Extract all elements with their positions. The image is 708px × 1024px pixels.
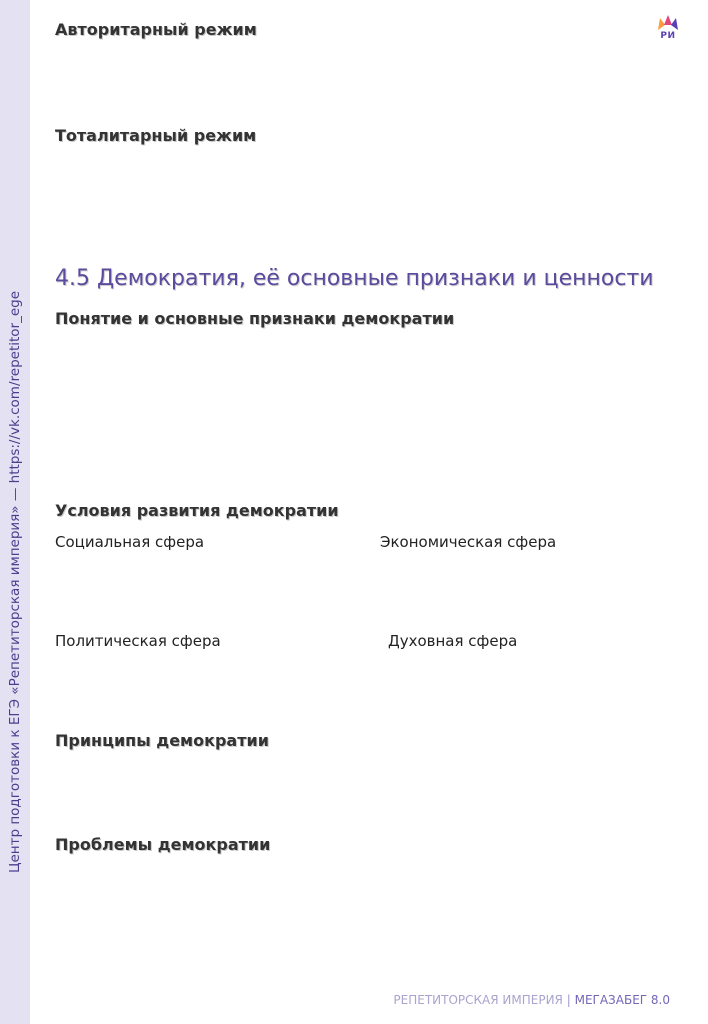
footer-brand: РЕПЕТИТОРСКАЯ ИМПЕРИЯ bbox=[393, 993, 563, 1007]
section-title: 4.5 Демократия, её основные признаки и ценности bbox=[55, 266, 654, 291]
footer-separator: | bbox=[566, 993, 571, 1007]
heading-problems: Проблемы демократии bbox=[55, 835, 271, 854]
logo bbox=[654, 14, 682, 46]
crown-icon bbox=[654, 14, 682, 32]
logo-text: РИ bbox=[660, 31, 676, 41]
sphere-spiritual: Духовная сфера bbox=[388, 632, 518, 650]
footer-event: МЕГАЗАБЕГ 8.0 bbox=[574, 993, 670, 1007]
sidebar-strip bbox=[0, 0, 30, 1024]
sphere-economic: Экономическая сфера bbox=[380, 533, 557, 551]
sphere-social: Социальная сфера bbox=[55, 533, 205, 551]
heading-principles: Принципы демократии bbox=[55, 731, 269, 750]
heading-conditions: Условия развития демократии bbox=[55, 501, 339, 520]
footer bbox=[393, 993, 670, 1007]
sidebar-vertical-text: Центр подготовки к ЕГЭ «Репетиторская империя» — https://vk.com/repetitor_ege bbox=[7, 290, 23, 874]
sphere-political: Политическая сфера bbox=[55, 632, 221, 650]
heading-concept: Понятие и основные признаки демократии bbox=[55, 309, 455, 328]
heading-authoritarian: Авторитарный режим bbox=[55, 20, 257, 39]
heading-totalitarian: Тоталитарный режим bbox=[55, 126, 257, 145]
